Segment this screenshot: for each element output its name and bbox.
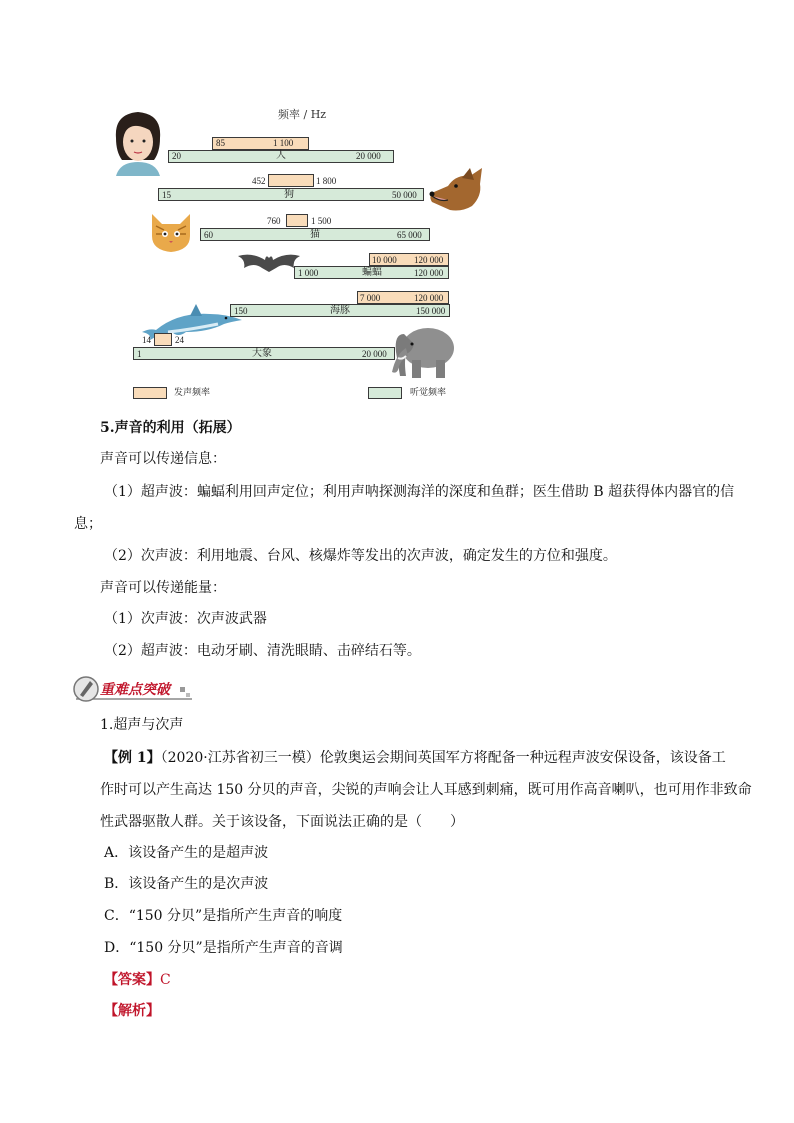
- emit-bar-human: [212, 137, 309, 150]
- legend-hear-swatch: [368, 387, 402, 399]
- legend-emit-swatch: [133, 387, 167, 399]
- info-item-1-cont: 息；: [74, 516, 102, 532]
- animal-label-dog: 狗: [284, 189, 294, 200]
- option-d: D．“150 分贝”是指所产生声音的音调: [104, 940, 343, 956]
- info-item-1: （1）超声波：蝙蝠利用回声定位；利用声呐探测海洋的深度和鱼群；医生借助 B 超获得体内器官的信: [104, 484, 735, 500]
- emit-low-elephant: 14: [142, 335, 151, 345]
- axis-title: 频率 / Hz: [278, 108, 327, 121]
- emit-bar-cat: [286, 214, 308, 227]
- topic-title: 1.超声与次声: [100, 717, 184, 733]
- emit-high-elephant: 24: [175, 335, 184, 345]
- hear-low-dog: 15: [162, 190, 171, 200]
- info-item-2: （2）次声波：利用地震、台风、核爆炸等发出的次声波，确定发生的方位和强度。: [104, 548, 617, 564]
- elephant-illustration: [390, 318, 458, 380]
- human-illustration: [108, 108, 168, 176]
- option-a: A．该设备产生的是超声波: [104, 845, 269, 861]
- emit-low-dog: 452: [252, 176, 266, 186]
- example-line-3: 性武器驱散人群。关于该设备，下面说法正确的是（ ）: [100, 814, 464, 830]
- energy-item-1: （1）次声波：次声波武器: [104, 611, 267, 627]
- emit-low-cat: 760: [267, 216, 281, 226]
- hear-low-human: 20: [172, 151, 181, 161]
- animal-label-human: 人: [276, 150, 286, 161]
- hear-high-bat: 120 000: [414, 268, 444, 278]
- banner-label: 重难点突破: [100, 682, 170, 698]
- hear-low-dolphin: 150: [234, 306, 248, 316]
- hear-high-dolphin: 150 000: [416, 306, 446, 316]
- key-points-banner: [72, 675, 196, 703]
- hear-low-cat: 60: [204, 230, 213, 240]
- bat-illustration: [236, 250, 302, 278]
- analysis-tag: 【解析】: [104, 1003, 160, 1019]
- energy-title: 声音可以传递能量：: [100, 580, 226, 596]
- animal-label-cat: 猫: [310, 229, 320, 240]
- emit-low-bat: 10 000: [372, 255, 397, 265]
- emit-low-human: 85: [216, 138, 225, 148]
- example-line-2: 作时可以产生高达 150 分贝的声音，尖锐的声响会让人耳感到刺痛，既可用作高音喇叭，也可用作非致命: [100, 782, 752, 798]
- cat-illustration: [146, 210, 196, 254]
- emit-high-human: 1 100: [273, 138, 294, 148]
- option-c: C．“150 分贝”是指所产生声音的响度: [104, 908, 343, 924]
- animal-label-bat: 蝙蝠: [362, 267, 382, 278]
- hear-high-human: 20 000: [356, 151, 381, 161]
- energy-item-2: （2）超声波：电动牙刷、清洗眼睛、击碎结石等。: [104, 643, 421, 659]
- example-text-1: （2020·江苏省初三一模）伦敦奥运会期间英国军方将配备一种远程声波安保设备，该设备工: [160, 750, 726, 766]
- example-line-1: [104, 748, 726, 768]
- emit-high-dog: 1 800: [316, 176, 337, 186]
- legend-hear-label: 听觉频率: [410, 388, 447, 398]
- legend-emit-label: 发声频率: [174, 388, 211, 398]
- example-tag: 【例 1】: [104, 750, 161, 766]
- hear-high-dog: 50 000: [392, 190, 417, 200]
- frequency-range-figure: [0, 0, 794, 410]
- section-heading: 5.声音的利用（拓展）: [100, 420, 241, 436]
- emit-bar-dog: [268, 174, 314, 187]
- emit-high-dolphin: 120 000: [414, 293, 444, 303]
- hear-low-elephant: 1: [137, 349, 142, 359]
- emit-low-dolphin: 7 000: [360, 293, 381, 303]
- hear-high-elephant: 20 000: [362, 349, 387, 359]
- emit-bar-elephant: [154, 333, 172, 346]
- info-title: 声音可以传递信息：: [100, 451, 226, 467]
- animal-label-dolphin: 海豚: [330, 305, 350, 316]
- hear-low-bat: 1 000: [298, 268, 319, 278]
- dog-illustration: [426, 166, 484, 214]
- emit-high-bat: 120 000: [414, 255, 444, 265]
- emit-high-cat: 1 500: [311, 216, 332, 226]
- answer-line: [104, 970, 171, 990]
- animal-label-elephant: 大象: [252, 348, 272, 359]
- answer-value: C: [160, 972, 171, 988]
- answer-tag: 【答案】: [104, 972, 160, 988]
- hear-high-cat: 65 000: [397, 230, 422, 240]
- option-b: B．该设备产生的是次声波: [104, 876, 269, 892]
